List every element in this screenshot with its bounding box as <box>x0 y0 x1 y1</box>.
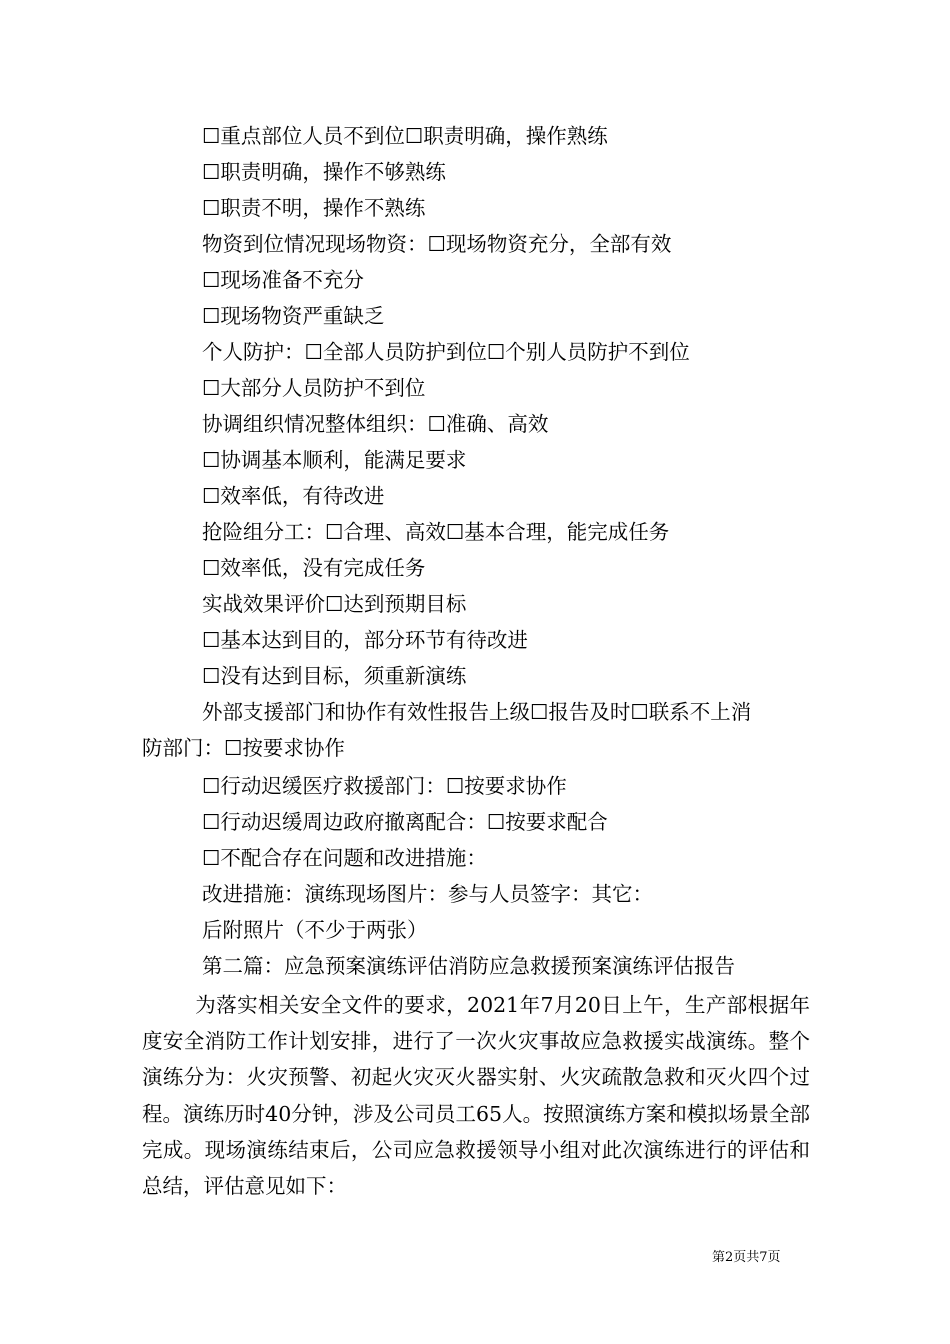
text-line: ☐现场物资严重缺乏 <box>202 304 385 328</box>
section-heading: 第二篇：应急预案演练评估消防应急救援预案演练评估报告 <box>202 954 735 978</box>
text-line: 物资到位情况现场物资：☐现场物资充分，全部有效 <box>202 232 672 256</box>
text-line: ☐行动迟缓医疗救援部门：☐按要求协作 <box>202 774 567 798</box>
body-paragraph: 为落实相关安全文件的要求，2021年7月20日上午，生产部根据年度安全消防工作计划安排，进行了一次火灾事故应急救援实战演练。整个演练分为：火灾预警、初起火灾灭火器实射、火灾疏散急救和灭火四个过程。演练历时40分钟，涉及公司员工65人。按照演练方案和模拟场景全部完成。现场演练结束后，公司应急救援领导小组对此次演练进行的评估和总结，评估意见如下： <box>142 993 810 1199</box>
text-line: ☐职责不明，操作不熟练 <box>202 196 426 220</box>
text-line: ☐效率低，有待改进 <box>202 484 385 508</box>
text-line: ☐重点部位人员不到位☐职责明确，操作熟练 <box>202 124 608 148</box>
text-line: 个人防护：☐全部人员防护到位☐个别人员防护不到位 <box>202 340 690 364</box>
text-line: 协调组织情况整体组织：☐准确、高效 <box>202 412 549 436</box>
text-line: ☐基本达到目的，部分环节有待改进 <box>202 628 528 652</box>
text-line: ☐没有达到目标，须重新演练 <box>202 664 467 688</box>
text-line: 实战效果评价☐达到预期目标 <box>202 592 467 616</box>
text-line: ☐现场准备不充分 <box>202 268 364 292</box>
text-line: 抢险组分工：☐合理、高效☐基本合理，能完成任务 <box>202 520 670 544</box>
text-line: ☐效率低，没有完成任务 <box>202 556 426 580</box>
text-line: ☐大部分人员防护不到位 <box>202 376 426 400</box>
text-line: ☐协调基本顺利，能满足要求 <box>202 448 467 472</box>
text-line: 后附照片（不少于两张） <box>202 918 428 942</box>
text-line: ☐职责明确，操作不够熟练 <box>202 160 446 184</box>
text-line: 防部门：☐按要求协作 <box>142 736 345 760</box>
text-line: 改进措施：演练现场图片：参与人员签字：其它： <box>202 882 653 906</box>
page-footer: 第2页共7页 <box>712 1250 781 1265</box>
text-line: ☐行动迟缓周边政府撤离配合：☐按要求配合 <box>202 810 608 834</box>
text-line: 外部支援部门和协作有效性报告上级☐报告及时☐联系不上消 <box>202 700 752 724</box>
text-line: ☐不配合存在问题和改进措施： <box>202 846 487 870</box>
